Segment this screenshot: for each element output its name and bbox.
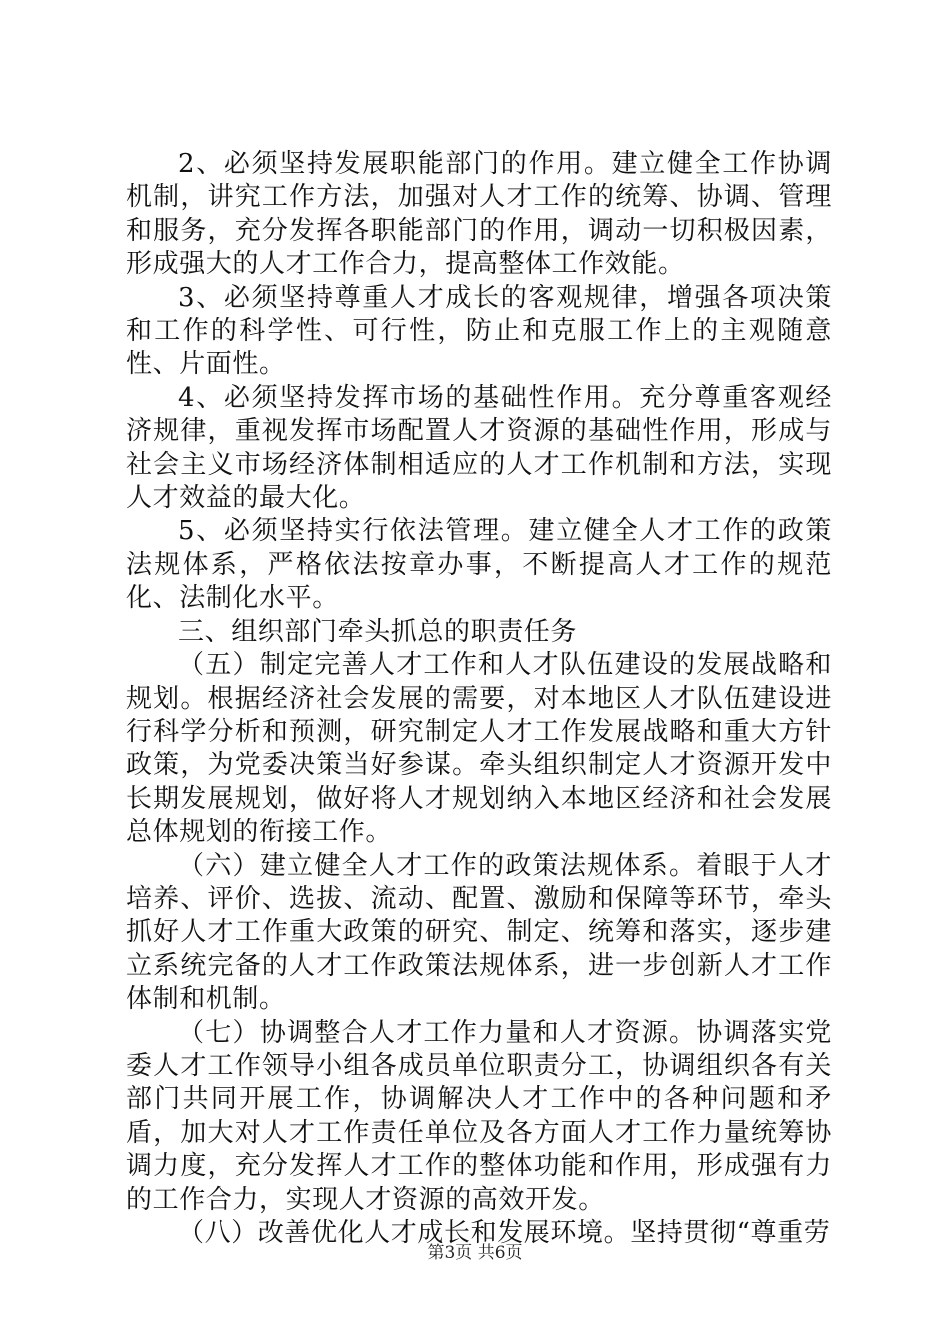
paragraph-principle-3: 3、必须坚持尊重人才成长的客观规律，增强各项决策和工作的科学性、可行性，防止和克服工作上的主观随意性、片面性。 (126, 282, 832, 380)
paragraph-principle-2: 2、必须坚持发展职能部门的作用。建立健全工作协调机制，讲究工作方法，加强对人才工作的统筹、协调、管理和服务，充分发挥各职能部门的作用，调动一切积极因素，形成强大的人才工作合力，提高整体工作效能。 (126, 149, 832, 280)
paragraph-task-5: （五）制定完善人才工作和人才队伍建设的发展战略和规划。根据经济社会发展的需要，对本地区人才队伍建设进行科学分析和预测，研究制定人才工作发展战略和重大方针政策，为党委决策当好参谋。牵头组织制定人才资源开发中长期发展规划，做好将人才规划纳入本地区经济和社会发展总体规划的衔接工作。 (126, 650, 832, 848)
section-heading-3: 三、组织部门牵头抓总的职责任务 (178, 616, 578, 647)
paragraph-principle-4: 4、必须坚持发挥市场的基础性作用。充分尊重客观经济规律，重视发挥市场配置人才资源的基础性作用，形成与社会主义市场经济体制相适应的人才工作机制和方法，实现人才效益的最大化。 (126, 382, 832, 514)
document-body (126, 148, 832, 1250)
paragraph-principle-5: 5、必须坚持实行依法管理。建立健全人才工作的政策法规体系，严格依法按章办事，不断提高人才工作的规范化、法制化水平。 (126, 516, 832, 614)
page-number-footer: 第3页 共6页 (427, 1243, 523, 1263)
paragraph-task-7: （七）协调整合人才工作力量和人才资源。协调落实党委人才工作领导小组各成员单位职责分工，协调组织各有关部门共同开展工作，协调解决人才工作中的各种问题和矛盾，加大对人才工作责任单位及各方面人才工作力量统筹协调力度，充分发挥人才工作的整体功能和作用，形成强有力的工作合力，实现人才资源的高效开发。 (126, 1017, 832, 1215)
paragraph-task-8: （八）改善优化人才成长和发展环境。坚持贯彻“尊重劳 (178, 1218, 831, 1248)
paragraph-task-6: （六）建立健全人才工作的政策法规体系。着眼于人才培养、评价、选拔、流动、配置、激励和保障等环节，牵头抓好人才工作重大政策的研究、制定、统筹和落实，逐步建立系统完备的人才工作政策法规体系，进一步创新人才工作体制和机制。 (126, 850, 832, 1015)
